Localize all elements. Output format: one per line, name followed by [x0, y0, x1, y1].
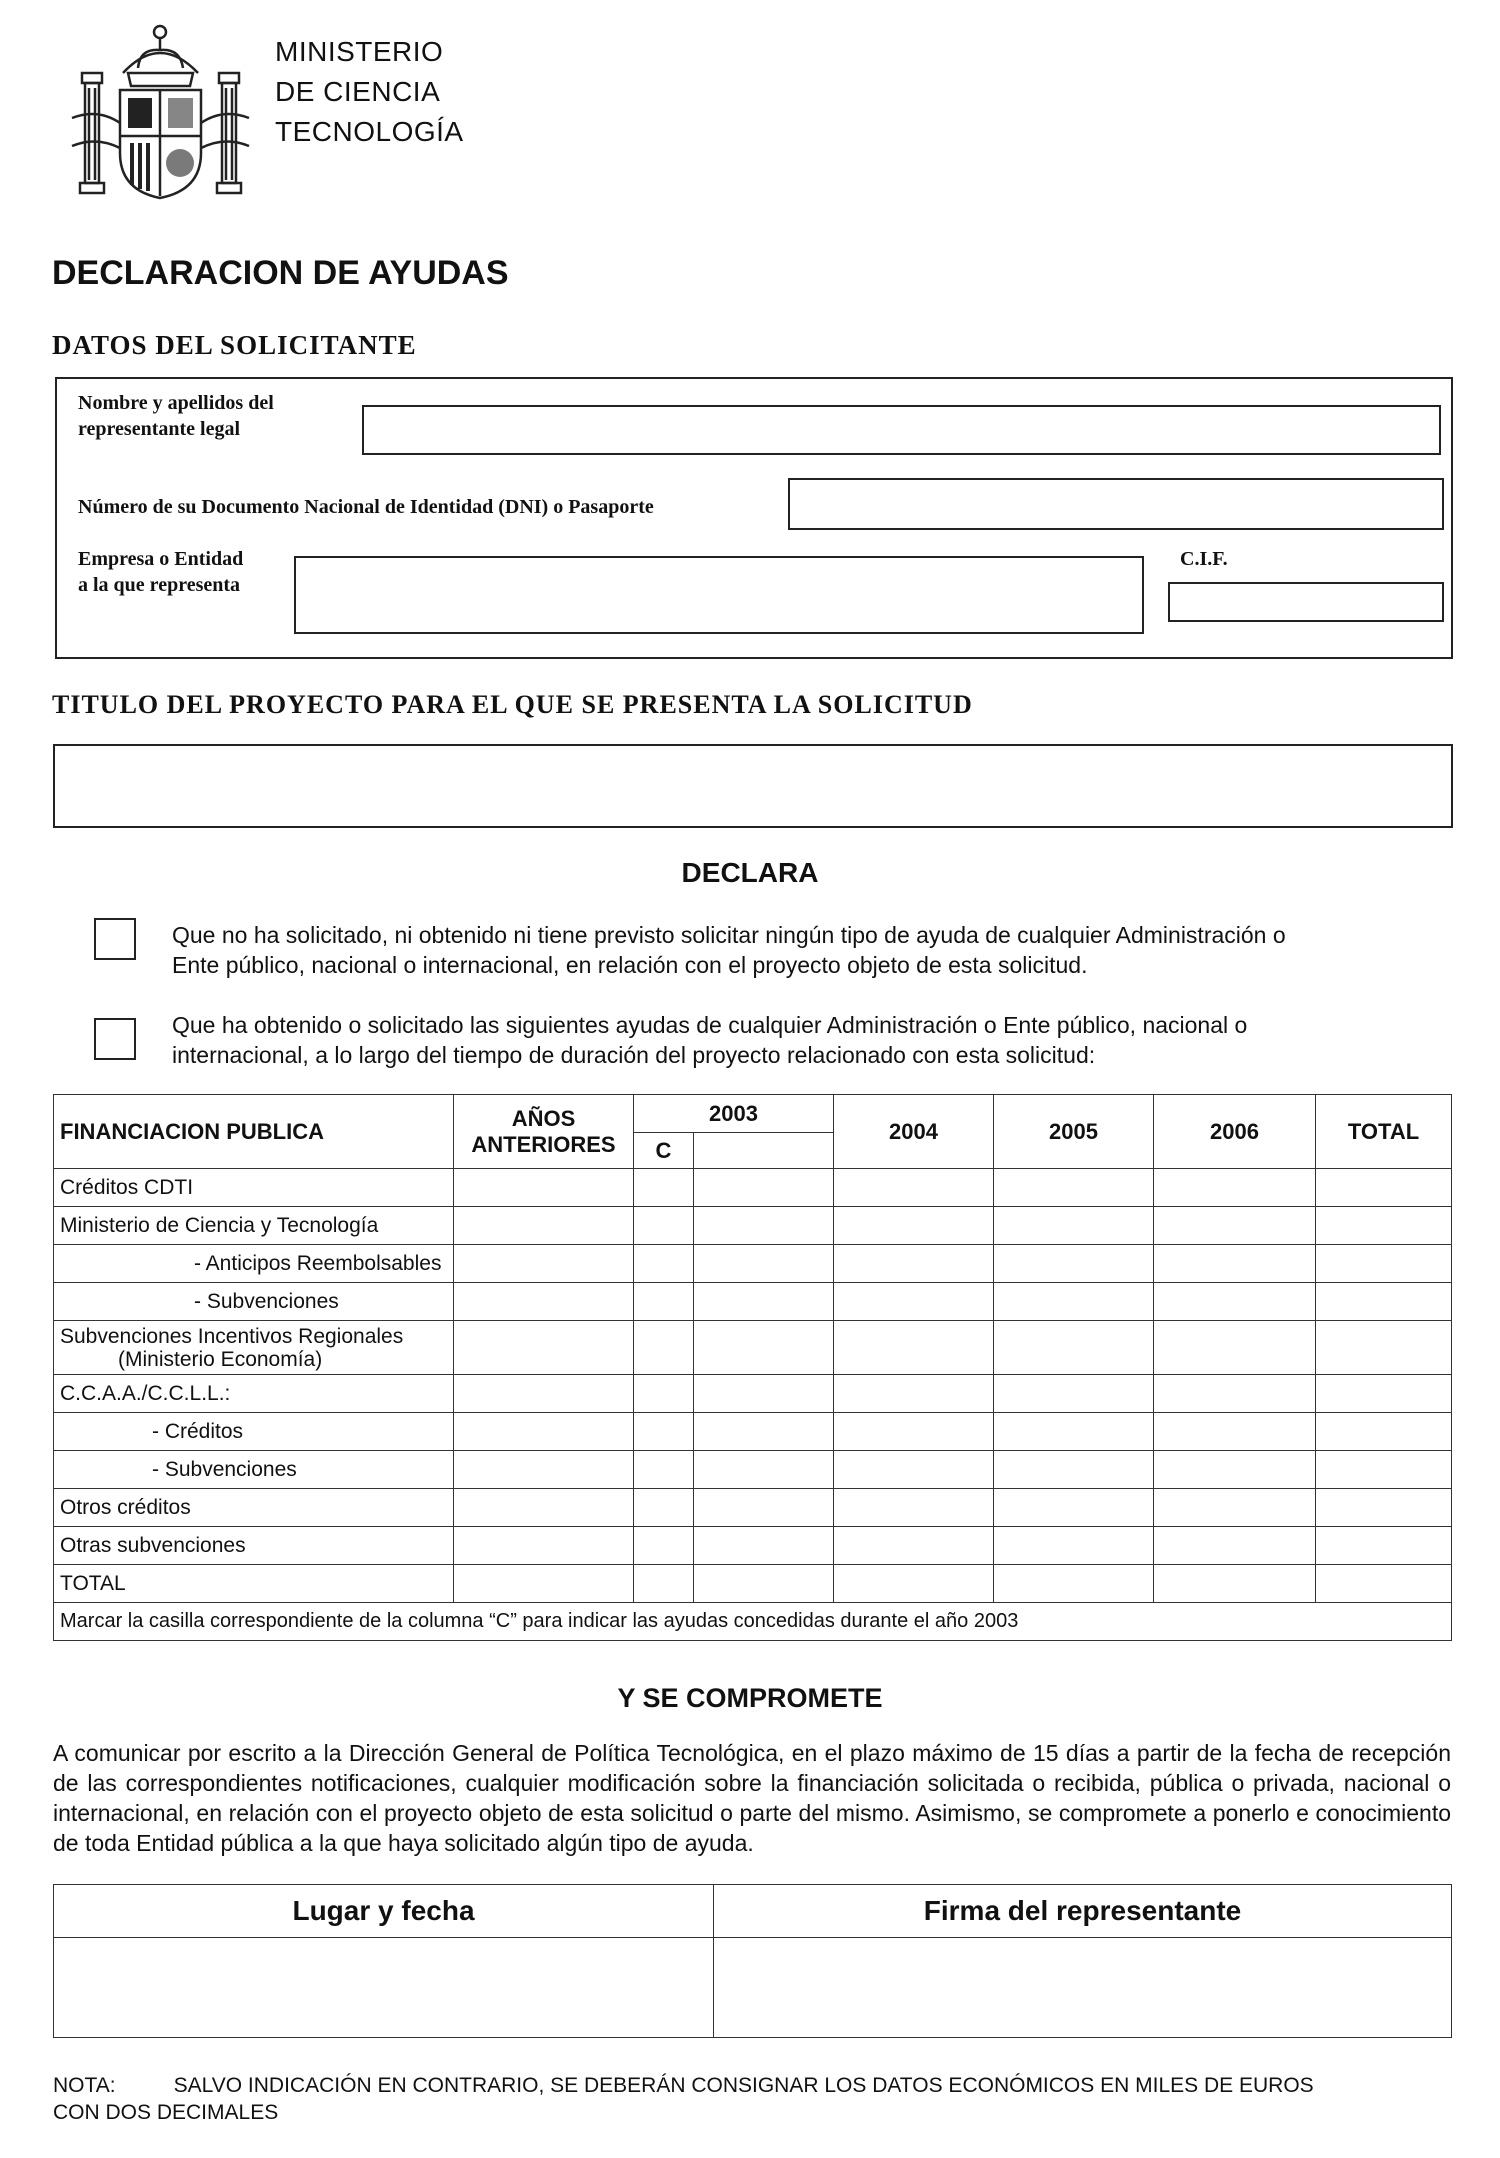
declare-aid-received-checkbox[interactable]	[94, 1018, 136, 1060]
name-label-2: representante legal	[78, 418, 241, 440]
cell[interactable]	[634, 1169, 694, 1207]
table-row	[54, 1375, 1452, 1413]
ministry-name-line-2: DE CIENCIA	[275, 76, 441, 107]
header-2004: 2004	[834, 1095, 994, 1169]
cell[interactable]	[634, 1451, 694, 1489]
cell[interactable]	[634, 1245, 694, 1283]
cell[interactable]	[1154, 1565, 1316, 1603]
header-anos-line-1: AÑOS	[511, 1105, 576, 1131]
ministry-name-line-1: MINISTERIO	[275, 36, 444, 67]
declare-no-aid-checkbox[interactable]	[94, 918, 136, 960]
cell[interactable]	[454, 1565, 634, 1603]
cell[interactable]	[834, 1169, 994, 1207]
row-label: - Subvenciones	[54, 1283, 454, 1321]
row-label-line-1: Subvenciones Incentivos Regionales	[60, 1324, 404, 1348]
header-2005: 2005	[994, 1095, 1154, 1169]
dni-label: Número de su Documento Nacional de Identidad (DNI) o Pasaporte	[78, 496, 654, 518]
cell[interactable]	[1154, 1527, 1316, 1565]
cell[interactable]	[634, 1527, 694, 1565]
table-row	[54, 1283, 1452, 1321]
cell[interactable]	[634, 1489, 694, 1527]
cell[interactable]	[694, 1245, 834, 1283]
cell[interactable]	[694, 1413, 834, 1451]
cell[interactable]	[454, 1527, 634, 1565]
cell[interactable]	[994, 1283, 1154, 1321]
declare-no-aid-line-1: Que no ha solicitado, ni obtenido ni tiene previsto solicitar ningún tipo de ayuda de cualquier Administración o	[172, 922, 1286, 948]
cell[interactable]	[634, 1375, 694, 1413]
row-label: - Créditos	[54, 1413, 454, 1451]
spanish-coat-of-arms-icon	[68, 18, 253, 208]
header-total: TOTAL	[1316, 1095, 1452, 1169]
cell[interactable]	[694, 1207, 834, 1245]
cell[interactable]	[1154, 1283, 1316, 1321]
cell[interactable]	[834, 1527, 994, 1565]
row-label	[54, 1321, 454, 1375]
ministry-name-line-3: TECNOLOGÍA	[275, 116, 464, 147]
declare-aid-received-line-1: Que ha obtenido o solicitado las siguientes ayudas de cualquier Administración o Ente público, nacional o	[172, 1012, 1248, 1038]
cell[interactable]	[454, 1451, 634, 1489]
cell[interactable]	[694, 1321, 834, 1375]
cell[interactable]	[834, 1565, 994, 1603]
header-financiacion: FINANCIACION PUBLICA	[54, 1095, 454, 1169]
cell[interactable]	[1316, 1321, 1452, 1375]
cell[interactable]	[834, 1489, 994, 1527]
cell[interactable]	[454, 1375, 634, 1413]
cell[interactable]	[994, 1169, 1154, 1207]
cell[interactable]	[1316, 1413, 1452, 1451]
cell[interactable]	[694, 1489, 834, 1527]
cif-label: C.I.F.	[1180, 548, 1228, 570]
row-label-line-2: (Ministerio Economía)	[118, 1347, 323, 1371]
cell[interactable]	[994, 1207, 1154, 1245]
signature-field[interactable]	[714, 1938, 1452, 2038]
header-anos-anteriores	[454, 1095, 634, 1169]
cell[interactable]	[634, 1321, 694, 1375]
compromete-heading: Y SE COMPROMETE	[617, 1683, 883, 1713]
cell[interactable]	[454, 1321, 634, 1375]
row-label: Otros créditos	[54, 1489, 454, 1527]
cell[interactable]	[1154, 1413, 1316, 1451]
cell[interactable]	[994, 1321, 1154, 1375]
cell[interactable]	[634, 1283, 694, 1321]
dni-field[interactable]	[788, 478, 1444, 530]
cell[interactable]	[994, 1565, 1154, 1603]
declara-heading: DECLARA	[681, 857, 819, 888]
cell[interactable]	[834, 1283, 994, 1321]
cell[interactable]	[694, 1451, 834, 1489]
nota-label: NOTA:	[53, 2074, 116, 2097]
row-label: - Anticipos Reembolsables	[54, 1245, 454, 1283]
header-2003-amount	[694, 1133, 834, 1169]
cell[interactable]	[834, 1451, 994, 1489]
table-row	[54, 1565, 1452, 1603]
cell[interactable]	[1154, 1207, 1316, 1245]
row-label: TOTAL	[54, 1565, 454, 1603]
cell[interactable]	[634, 1207, 694, 1245]
cell[interactable]	[834, 1321, 994, 1375]
funding-table	[53, 1094, 1452, 1641]
cell[interactable]	[994, 1413, 1154, 1451]
cell[interactable]	[1316, 1451, 1452, 1489]
table-row	[54, 1169, 1452, 1207]
table-row	[54, 1245, 1452, 1283]
cell[interactable]	[834, 1413, 994, 1451]
project-title-field[interactable]	[53, 744, 1453, 828]
header-c: C	[634, 1133, 694, 1169]
cell[interactable]	[1154, 1489, 1316, 1527]
name-label-1: Nombre y apellidos del	[78, 392, 274, 414]
cell[interactable]	[834, 1375, 994, 1413]
cell[interactable]	[1154, 1375, 1316, 1413]
applicant-heading: DATOS DEL SOLICITANTE	[52, 330, 417, 360]
nota-line-1: SALVO INDICACIÓN EN CONTRARIO, SE DEBERÁN CONSIGNAR LOS DATOS ECONÓMICOS EN MILES DE EUROS	[173, 2074, 1314, 2097]
declare-no-aid-text	[172, 920, 1452, 980]
table-row	[54, 1527, 1452, 1565]
row-label: Créditos CDTI	[54, 1169, 454, 1207]
cell[interactable]	[454, 1283, 634, 1321]
cell[interactable]	[1316, 1527, 1452, 1565]
cell[interactable]	[634, 1565, 694, 1603]
nota-line-2: CON DOS DECIMALES	[53, 2101, 279, 2124]
cell[interactable]	[694, 1527, 834, 1565]
cif-field[interactable]	[1168, 582, 1444, 622]
signature-label: Firma del representante	[714, 1885, 1452, 1938]
cell[interactable]	[1154, 1169, 1316, 1207]
table-row	[54, 1321, 1452, 1375]
place-date-field[interactable]	[54, 1938, 714, 2038]
cell[interactable]	[994, 1451, 1154, 1489]
cell[interactable]	[454, 1207, 634, 1245]
cell[interactable]	[454, 1245, 634, 1283]
cell[interactable]	[694, 1375, 834, 1413]
representative-name-field[interactable]	[362, 405, 1441, 455]
table-footnote: Marcar la casilla correspondiente de la columna “C” para indicar las ayudas concedidas durante el año 2003	[54, 1603, 1452, 1641]
cell[interactable]	[834, 1245, 994, 1283]
header-anos-line-2: ANTERIORES	[471, 1131, 616, 1157]
cell[interactable]	[1154, 1245, 1316, 1283]
company-label-2: a la que representa	[78, 574, 241, 596]
table-row	[54, 1489, 1452, 1527]
cell[interactable]	[634, 1413, 694, 1451]
cell[interactable]	[694, 1565, 834, 1603]
cell[interactable]	[834, 1207, 994, 1245]
declare-no-aid-line-2: Ente público, nacional o internacional, en relación con el proyecto objeto de esta solicitud.	[172, 952, 1088, 978]
compromete-text: A comunicar por escrito a la Dirección General de Política Tecnológica, en el plazo máximo de 15 días a partir de la fecha de recepción de las correspondientes notificaciones, cualquier modificación sobre la financiación solicitada o recibida, pública o privada, nacional o internacional, en relación con el proyecto objeto de esta solicitud o parte del mismo. Asimismo, se compromete a ponerlo e conocimiento de toda Entidad pública a la que haya solicitado algún tipo de ayuda.	[53, 1740, 1451, 1856]
cell[interactable]	[1316, 1245, 1452, 1283]
row-label: Ministerio de Ciencia y Tecnología	[54, 1207, 454, 1245]
cell[interactable]	[454, 1413, 634, 1451]
cell[interactable]	[1316, 1283, 1452, 1321]
company-label-1: Empresa o Entidad	[78, 548, 244, 570]
cell[interactable]	[1316, 1207, 1452, 1245]
cell[interactable]	[1316, 1489, 1452, 1527]
company-field[interactable]	[294, 556, 1144, 634]
page-title: DECLARACION DE AYUDAS	[52, 254, 509, 292]
project-title-heading: TITULO DEL PROYECTO PARA EL QUE SE PRESENTA LA SOLICITUD	[52, 690, 973, 719]
cell[interactable]	[1316, 1375, 1452, 1413]
cell[interactable]	[1316, 1565, 1452, 1603]
nota-note	[53, 2072, 1314, 2126]
cell[interactable]	[1154, 1451, 1316, 1489]
cell[interactable]	[994, 1375, 1154, 1413]
cell[interactable]	[994, 1489, 1154, 1527]
cell[interactable]	[454, 1489, 634, 1527]
row-label: Otras subvenciones	[54, 1527, 454, 1565]
signature-table	[53, 1884, 1452, 2038]
cell[interactable]	[694, 1169, 834, 1207]
header-2003: 2003	[634, 1095, 834, 1133]
cell[interactable]	[1316, 1169, 1452, 1207]
table-row	[54, 1413, 1452, 1451]
cell[interactable]	[454, 1169, 634, 1207]
header-2006: 2006	[1154, 1095, 1316, 1169]
row-label: C.C.A.A./C.C.L.L.:	[54, 1375, 454, 1413]
table-row	[54, 1207, 1452, 1245]
row-label: - Subvenciones	[54, 1451, 454, 1489]
cell[interactable]	[694, 1283, 834, 1321]
declare-aid-received-text	[172, 1010, 1452, 1070]
cell[interactable]	[994, 1527, 1154, 1565]
cell[interactable]	[1154, 1321, 1316, 1375]
table-row	[54, 1451, 1452, 1489]
declare-aid-received-line-2: internacional, a lo largo del tiempo de duración del proyecto relacionado con esta solicitud:	[172, 1042, 1096, 1068]
cell[interactable]	[994, 1245, 1154, 1283]
place-date-label: Lugar y fecha	[54, 1885, 714, 1938]
